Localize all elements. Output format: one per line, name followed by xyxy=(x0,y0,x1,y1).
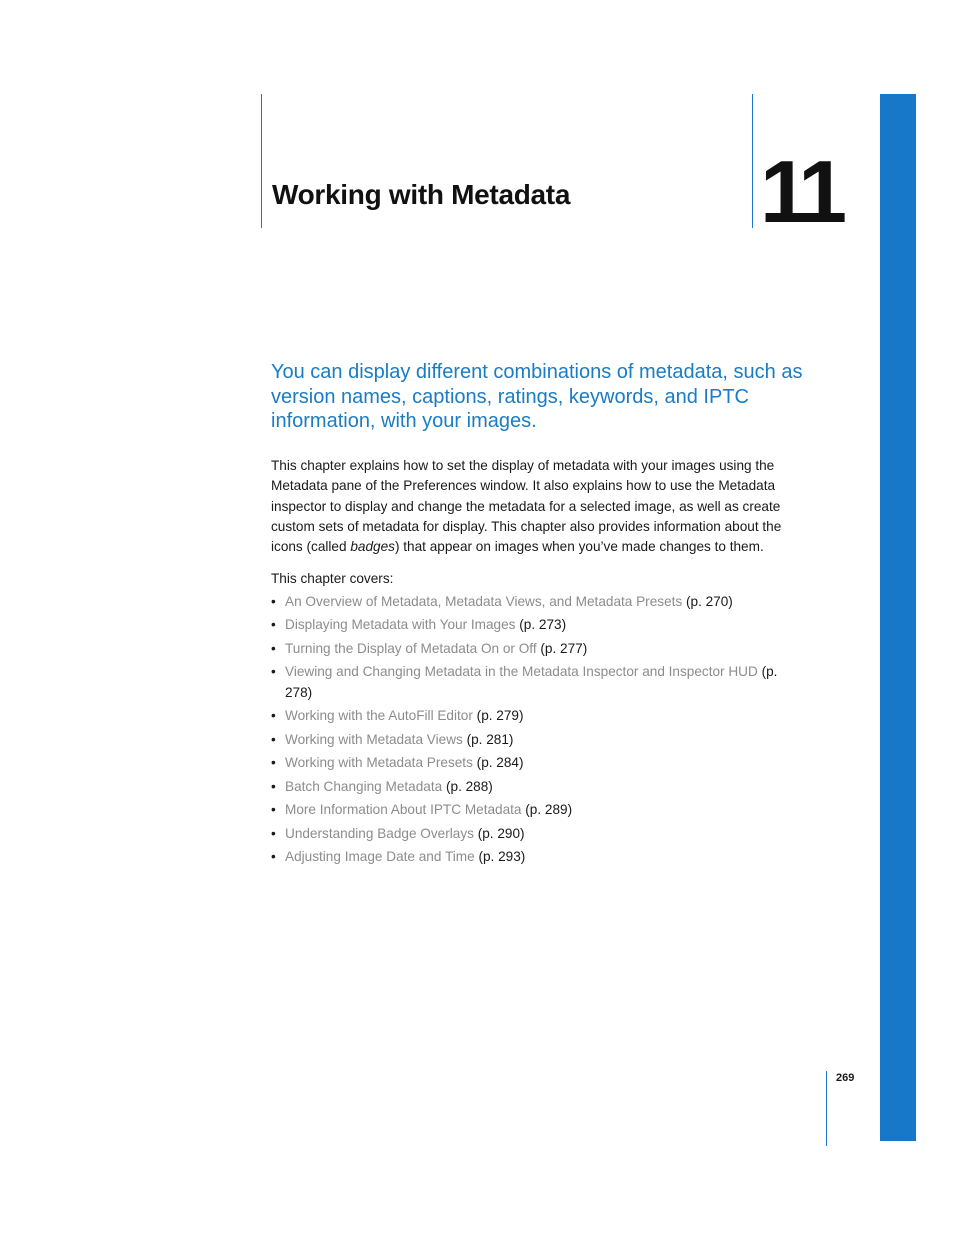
bullet-icon: • xyxy=(271,825,276,841)
toc-item xyxy=(271,730,791,750)
bullet-icon: • xyxy=(271,640,276,656)
toc-link[interactable]: Batch Changing Metadata xyxy=(285,778,443,794)
body-emphasis: badges xyxy=(350,539,395,555)
bullet-icon: • xyxy=(271,778,276,794)
toc-page-ref: (p. 270) xyxy=(685,594,733,609)
toc-link[interactable]: An Overview of Metadata, Metadata Views, and Metadata Presets xyxy=(285,594,683,609)
body-paragraph xyxy=(271,456,816,557)
bullet-icon: • xyxy=(271,594,276,609)
chapter-number-rule xyxy=(752,94,753,228)
title-rule xyxy=(261,94,262,228)
toc-item xyxy=(271,706,791,726)
toc-page-ref: (p. 289) xyxy=(525,802,573,818)
toc-item xyxy=(271,800,791,820)
toc-page-ref: (p. 284) xyxy=(476,755,524,771)
body-text-part-1: This chapter explains how to set the display of metadata with your images using the Metadata pane of the Preferences window. It also explains how to use the Metadata inspector to display and change the metadata for a selected image, as well as create custom sets of metadata for display. This chapter also provides information about the icons (called xyxy=(271,458,782,555)
toc-link[interactable]: Turning the Display of Metadata On or Off xyxy=(285,640,537,656)
chapter-side-tab xyxy=(880,94,916,1141)
toc-link[interactable]: More Information About IPTC Metadata xyxy=(285,802,522,818)
toc-link[interactable]: Viewing and Changing Metadata in the Metadata Inspector and Inspector HUD xyxy=(285,664,758,680)
bullet-icon: • xyxy=(271,664,276,680)
toc-link[interactable]: Understanding Badge Overlays xyxy=(285,825,474,841)
toc-link[interactable]: Working with Metadata Views xyxy=(285,731,463,747)
toc-item xyxy=(271,592,791,612)
toc-page-ref: (p. 288) xyxy=(445,778,493,794)
toc-link[interactable]: Adjusting Image Date and Time xyxy=(285,849,475,865)
toc-item xyxy=(271,824,791,844)
toc-item xyxy=(271,662,791,703)
toc-page-ref: (p. 273) xyxy=(519,617,567,633)
toc-page-ref: (p. 279) xyxy=(476,708,524,724)
bullet-icon: • xyxy=(271,802,276,818)
body-text-part-2: ) that appear on images when you’ve made changes to them. xyxy=(394,539,764,555)
toc-link[interactable]: Working with the AutoFill Editor xyxy=(285,708,473,724)
chapter-intro: You can display different combinations of metadata, such as version names, captions, ratings, keywords, and IPTC information, with your images. xyxy=(271,361,803,432)
toc-page-ref: (p. 278) xyxy=(285,664,778,700)
page-number: 269 xyxy=(836,1072,855,1084)
toc-link[interactable]: Working with Metadata Presets xyxy=(285,755,473,771)
toc-item xyxy=(271,615,791,635)
bullet-icon: • xyxy=(271,849,276,865)
toc-link[interactable]: Displaying Metadata with Your Images xyxy=(285,617,516,633)
bullet-icon: • xyxy=(271,708,276,724)
chapter-number: 11 xyxy=(760,142,842,241)
toc-page-ref: (p. 290) xyxy=(477,825,525,841)
toc-page-ref: (p. 277) xyxy=(540,640,588,656)
bullet-icon: • xyxy=(271,755,276,771)
toc-page-ref: (p. 293) xyxy=(478,849,526,865)
chapter-contents-list xyxy=(271,592,791,871)
toc-page-ref: (p. 281) xyxy=(466,731,514,747)
folio-rule xyxy=(826,1071,827,1146)
toc-item xyxy=(271,847,791,867)
toc-item xyxy=(271,777,791,797)
toc-item xyxy=(271,639,791,659)
bullet-icon: • xyxy=(271,731,276,747)
bullet-icon: • xyxy=(271,617,276,633)
toc-item xyxy=(271,753,791,773)
chapter-title: Working with Metadata xyxy=(272,178,571,210)
covers-label: This chapter covers: xyxy=(271,571,394,586)
